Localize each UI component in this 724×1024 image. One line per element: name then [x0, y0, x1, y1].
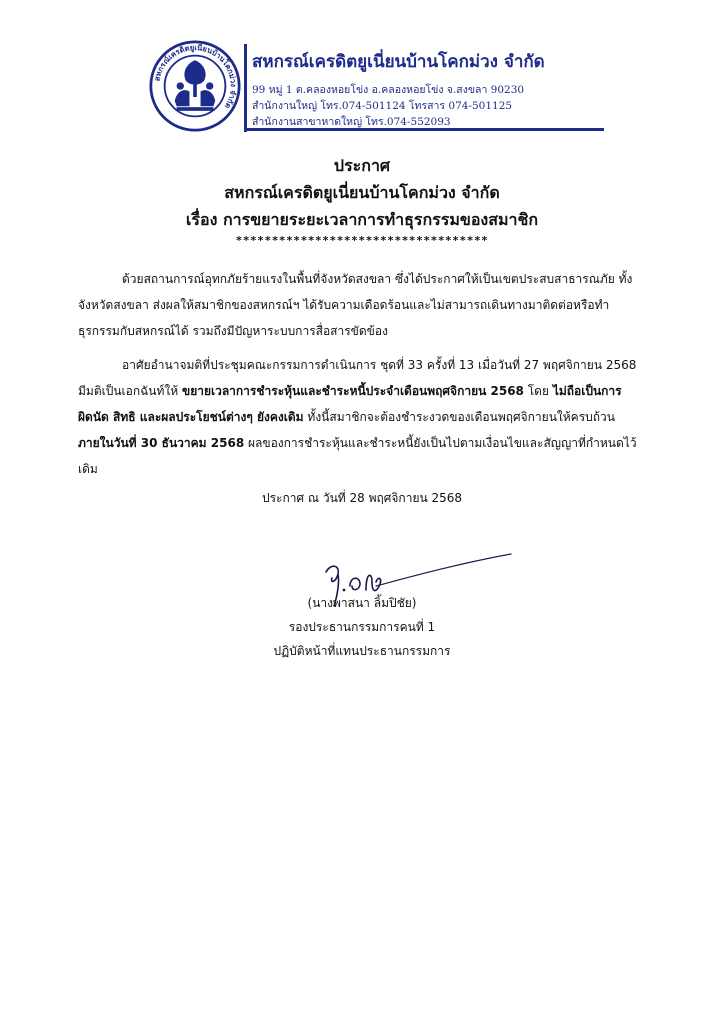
signatory-acting-role: ปฏิบัติหน้าที่แทนประธานกรรมการ	[273, 644, 451, 658]
bold-run: ผิดนัด สิทธิ และผลประโยชน์ต่างๆ ยังคงเดิม	[78, 410, 304, 424]
paragraph-2-line-4	[78, 435, 637, 451]
text-run: ผลของการชำระหุ้นและชำระหนี้ยังเป็นไปตามเงื่อนไขและสัญญาที่กำหนดไว้	[244, 436, 637, 450]
signatory-name: (นางพาสนา ลิ้มปิชัย)	[307, 596, 417, 610]
announcement-heading: ประกาศ	[333, 156, 391, 175]
org-name: สหกรณ์เครดิตยูเนี่ยนบ้านโคกม่วง จำกัด	[252, 52, 545, 72]
letterhead-vertical-rule	[244, 44, 247, 132]
bold-run: ไม่ถือเป็นการ	[552, 384, 622, 398]
bold-run: ภายในวันที่ 30 ธันวาคม 2568	[78, 436, 245, 450]
title-separator: ***********************************	[235, 234, 489, 247]
branch-office-contact: สำนักงานสาขาหาดใหญ่ โทร.074-552093	[252, 116, 451, 128]
text-run: ทั้งนี้สมาชิกจะต้องชำระงวดของเดือนพฤศจิกายนให้ครบถ้วน	[303, 410, 615, 424]
signatory-position: รองประธานกรรมการคนที่ 1	[288, 620, 436, 634]
bold-run: ขยายเวลาการชำระหุ้นและชำระหนี้ประจำเดือนพฤศจิกายน 2568	[181, 384, 524, 398]
paragraph-1-line-1: ด้วยสถานการณ์อุทกภัยร้ายแรงในพื้นที่จังหวัดสงขลา ซึ่งได้ประกาศให้เป็นเขตประสบสาธารณภัย ทั้ง	[122, 272, 633, 286]
announced-date: ประกาศ ณ วันที่ 28 พฤศจิกายน 2568	[261, 491, 463, 505]
paragraph-2-line-2	[78, 383, 622, 399]
text-run: โดย	[523, 384, 553, 398]
head-office-contact: สำนักงานใหญ่ โทร.074-501124 โทรสาร 074-501125	[252, 100, 513, 112]
paragraph-2-line-3	[78, 409, 615, 425]
announcement-org: สหกรณ์เครดิตยูเนี่ยนบ้านโคกม่วง จำกัด	[224, 183, 500, 202]
svg-text:สหกรณ์เครดิตยูเนี่ยนบ้านโคกม่ว: สหกรณ์เครดิตยูเนี่ยนบ้านโคกม่วง จำกัด	[152, 43, 238, 111]
paragraph-1-line-2: จังหวัดสงขลา ส่งผลให้สมาชิกของสหกรณ์ฯ ได้รับความเดือดร้อนและไม่สามารถเดินทางมาติดต่อหรือทำ	[78, 298, 610, 312]
paragraph-1-line-3: ธุรกรรมกับสหกรณ์ได้ รวมถึงมีปัญหาระบบการสื่อสารขัดข้อง	[78, 324, 388, 338]
text-run: มีมติเป็นเอกฉันท์ให้	[78, 384, 182, 398]
announcement-subject: เรื่อง การขยายระยะเวลาการทำธุรกรรมของสมาชิก	[185, 210, 539, 229]
paragraph-2-line-5: เดิม	[78, 462, 98, 476]
org-address: 99 หมู่ 1 ต.คลองหอยโข่ง อ.คลองหอยโข่ง จ.สงขลา 90230	[252, 84, 525, 96]
coop-seal-icon	[149, 40, 241, 132]
paragraph-2-line-1: อาศัยอำนาจมติที่ประชุมคณะกรรมการดำเนินการ ชุดที่ 33 ครั้งที่ 13 เมื่อวันที่ 27 พฤศจิกายน 2568	[122, 358, 637, 372]
